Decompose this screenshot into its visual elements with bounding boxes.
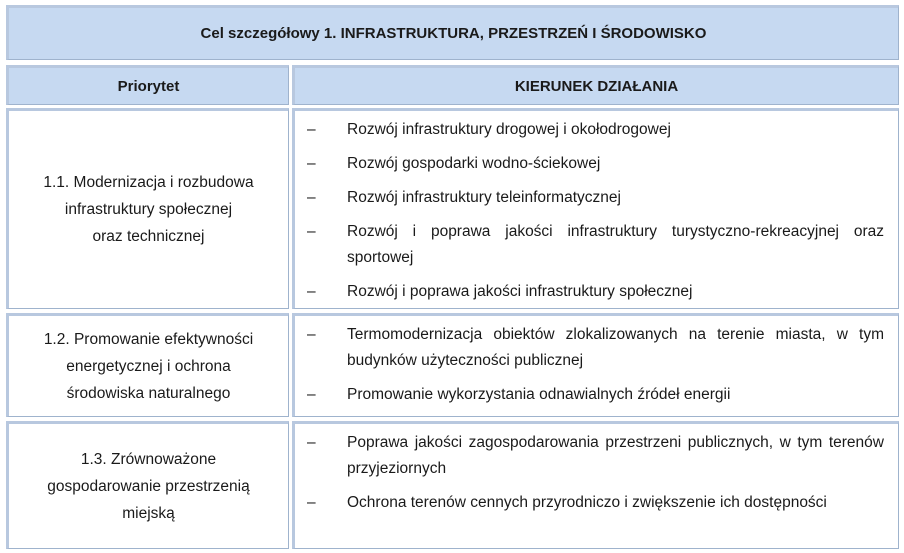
list-item-text: Rozwój gospodarki wodno-ściekowej bbox=[347, 155, 601, 172]
priority-line: infrastruktury społecznej bbox=[64, 201, 233, 218]
column-header-direction bbox=[292, 65, 899, 105]
priority-text-2 bbox=[44, 326, 253, 407]
list-item-text: Poprawa jakości zagospodarowania przestrzeni publicznych, w tym terenów przyjeziornych bbox=[347, 434, 884, 477]
dash-bullet: – bbox=[307, 155, 316, 172]
priority-line: 1.1. Modernizacja i rozbudowa bbox=[43, 174, 254, 191]
column-header-priority bbox=[6, 65, 289, 105]
priority-line: gospodarowanie przestrzenią bbox=[47, 477, 250, 495]
list-item bbox=[295, 490, 898, 516]
priority-cell-2 bbox=[6, 313, 289, 417]
direction-cell-2 bbox=[292, 313, 899, 417]
list-item bbox=[295, 219, 898, 271]
table-title bbox=[6, 5, 899, 60]
list-item-text: Rozwój i poprawa jakości infrastruktury społecznej bbox=[347, 283, 693, 300]
priority-line: 1.2. Promowanie efektywności bbox=[43, 330, 254, 348]
priority-line: środowiska naturalnego bbox=[66, 384, 231, 402]
list-item bbox=[295, 279, 898, 305]
list-item bbox=[295, 117, 898, 143]
dash-bullet: – bbox=[307, 386, 316, 403]
dash-bullet: – bbox=[307, 434, 316, 451]
dash-bullet: – bbox=[307, 326, 316, 343]
list-item bbox=[295, 382, 898, 408]
list-item bbox=[295, 185, 898, 211]
dash-bullet: – bbox=[307, 283, 316, 300]
column-header-direction-text: KIERUNEK DZIAŁANIA bbox=[514, 77, 679, 95]
priority-line: energetycznej i ochrona bbox=[66, 357, 231, 375]
dash-bullet: – bbox=[307, 223, 316, 240]
priority-line: 1.3. Zrównoważone bbox=[80, 450, 217, 468]
table-title-text: Cel szczegółowy 1. INFRASTRUKTURA, PRZESTRZEŃ I ŚRODOWISKO bbox=[200, 25, 707, 42]
direction-cell-3 bbox=[292, 421, 899, 549]
priority-line: miejską bbox=[122, 504, 175, 522]
priority-cell-1 bbox=[6, 108, 289, 309]
dash-bullet: – bbox=[307, 189, 316, 206]
list-item-text: Ochrona terenów cennych przyrodniczo i zwiększenie ich dostępności bbox=[347, 494, 827, 511]
dash-bullet: – bbox=[307, 494, 316, 511]
list-item bbox=[295, 322, 898, 374]
priority-text-1 bbox=[43, 169, 253, 250]
list-item-text: Termomodernizacja obiektów zlokalizowanych na terenie miasta, w tym budynków użyteczności publicznej bbox=[347, 326, 884, 369]
list-item-text: Rozwój infrastruktury teleinformatycznej bbox=[347, 189, 621, 206]
column-header-priority-text: Priorytet bbox=[117, 77, 180, 95]
priority-line: oraz technicznej bbox=[92, 228, 205, 245]
list-item-text: Rozwój infrastruktury drogowej i okołodrogowej bbox=[347, 121, 671, 138]
direction-cell-1 bbox=[292, 108, 899, 309]
priority-cell-3 bbox=[6, 421, 289, 549]
list-item-text: Promowanie wykorzystania odnawialnych źródeł energii bbox=[347, 386, 731, 403]
list-item bbox=[295, 151, 898, 177]
dash-bullet: – bbox=[307, 121, 316, 138]
list-item-text: Rozwój i poprawa jakości infrastruktury turystyczno-rekreacyjnej oraz sportowej bbox=[347, 223, 884, 266]
list-item bbox=[295, 430, 898, 482]
priority-text-3 bbox=[47, 446, 249, 527]
